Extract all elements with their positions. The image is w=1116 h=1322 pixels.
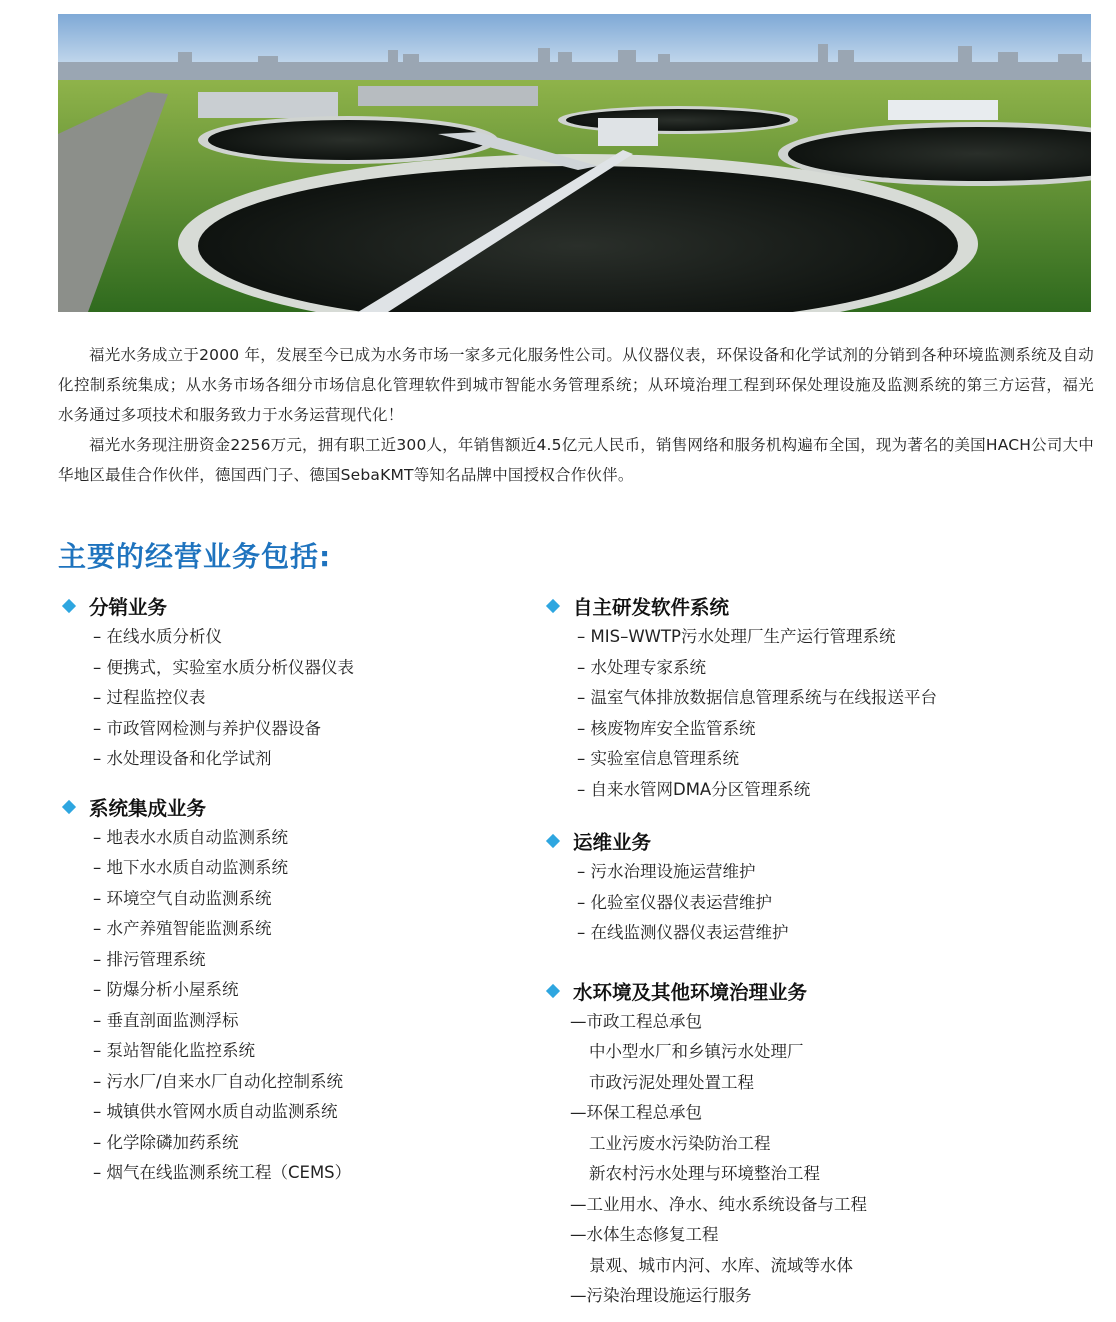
section-title: 分销业务 (89, 596, 168, 619)
section-title: 水环境及其他环境治理业务 (573, 980, 808, 1004)
diamond-bullet-icon (62, 599, 76, 613)
list-item: – 过程监控仪表 (93, 688, 206, 707)
list-item: – 在线水质分析仪 (93, 627, 222, 646)
list-item: —市政工程总承包 (570, 1011, 702, 1031)
intro-text (58, 340, 1094, 490)
list-item: – 市政管网检测与养护仪器设备 (93, 718, 321, 738)
list-item: 新农村污水处理与环境整治工程 (589, 1164, 820, 1183)
list-item: – 地表水水质自动监测系统 (93, 827, 288, 847)
list-item: – 污水厂/自来水厂自动化控制系统 (93, 1071, 344, 1091)
section-operations (544, 825, 1084, 949)
list-item: – 便携式，实验室水质分析仪器仪表 (93, 657, 354, 677)
diamond-bullet-icon (546, 599, 560, 613)
list-item: – 垂直剖面监测浮标 (93, 1010, 239, 1030)
list-item: —工业用水、净水、纯水系统设备与工程 (570, 1194, 867, 1214)
section-environmental-governance (544, 975, 1084, 1312)
diamond-bullet-icon (62, 799, 76, 813)
list-item: – 泵站智能化监控系统 (93, 1041, 255, 1060)
section-title: 系统集成业务 (89, 796, 207, 820)
list-item: 景观、城市内河、水库、流域等水体 (589, 1255, 853, 1275)
list-item: – MIS–WWTP污水处理厂生产运行管理系统 (577, 627, 896, 646)
section-system-integration (60, 791, 530, 1189)
list-item: – 烟气在线监测系统工程（CEMS） (93, 1163, 352, 1182)
section-title: 运维业务 (573, 831, 652, 854)
list-item: – 水处理设备和化学试剂 (93, 749, 272, 768)
list-item: 市政污泥处理处置工程 (589, 1072, 754, 1092)
list-item: – 防爆分析小屋系统 (93, 980, 239, 999)
intro-paragraph-1: 福光水务成立于2000 年，发展至今已成为水务市场一家多元化服务性公司。从仪器仪表，环保设备和化学试剂的分销到各种环境监测系统及自动化控制系统集成；从水务市场各细分市场信息化管理软件到城市智能水务管理系统；从环境治理工程到环保处理设施及监测系统的第三方运营，福光水务通过多项技术和服务致力于水务运营现代化！ (58, 346, 1094, 424)
section-software (544, 590, 1084, 805)
list-item: 中小型水厂和乡镇污水处理厂 (589, 1042, 804, 1061)
list-item: – 水处理专家系统 (577, 657, 706, 677)
list-item: – 城镇供水管网水质自动监测系统 (93, 1102, 338, 1121)
list-item: – 水产养殖智能监测系统 (93, 919, 272, 938)
list-item: – 温室气体排放数据信息管理系统与在线报送平台 (577, 688, 937, 707)
list-item: – 排污管理系统 (93, 949, 206, 969)
water-treatment-plant-image (58, 14, 1091, 312)
intro-paragraph-2: 福光水务现注册资金2256万元，拥有职工近300人，年销售额近4.5亿元人民币，销售网络和服务机构遍布全国，现为著名的美国HACH公司大中华地区最佳合作伙伴，德国西门子、德国SebaKMT等知名品牌中国授权合作伙伴。 (58, 436, 1094, 484)
list-item: —污染治理设施运行服务 (570, 1286, 752, 1305)
list-item: – 污水治理设施运营维护 (577, 862, 756, 881)
section-title: 自主研发软件系统 (573, 596, 730, 619)
list-item: 工业污废水污染防治工程 (589, 1133, 771, 1153)
list-item: – 自来水管网DMA分区管理系统 (577, 779, 811, 799)
list-item: – 核废物库安全监管系统 (577, 718, 756, 738)
list-item: – 地下水水质自动监测系统 (93, 858, 288, 877)
list-item: – 实验室信息管理系统 (577, 749, 739, 768)
diamond-bullet-icon (546, 834, 560, 848)
list-item: —环保工程总承包 (570, 1103, 702, 1122)
left-column (60, 590, 530, 1199)
main-heading: 主要的经营业务包括: (58, 540, 332, 573)
list-item: – 环境空气自动监测系统 (93, 888, 272, 908)
list-item: —水体生态修复工程 (570, 1225, 719, 1244)
right-column (544, 590, 1084, 1322)
diamond-bullet-icon (546, 983, 560, 997)
list-item: – 在线监测仪器仪表运营维护 (577, 923, 789, 942)
hero-photo (58, 14, 1091, 312)
list-item: – 化验室仪器仪表运营维护 (577, 892, 772, 912)
list-item: – 化学除磷加药系统 (93, 1132, 239, 1152)
section-distribution (60, 590, 530, 775)
